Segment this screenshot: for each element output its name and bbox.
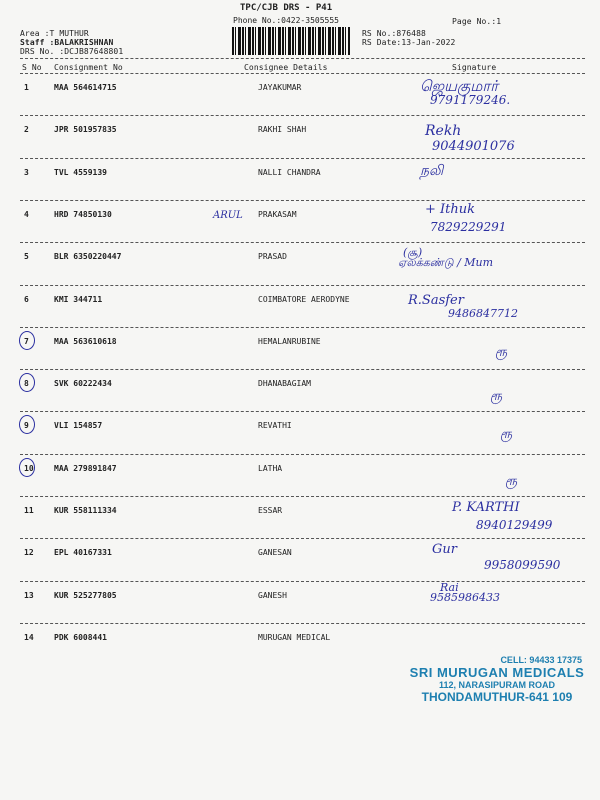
row-divider — [20, 285, 585, 286]
row-signature-phone: 9958099590 — [484, 558, 561, 573]
row-consignee: COIMBATORE AERODYNE — [258, 294, 350, 304]
row-sno: 2 — [24, 125, 29, 135]
table-row — [0, 500, 600, 548]
row-divider — [20, 496, 585, 497]
area: Area :T MUTHUR — [20, 29, 89, 38]
stamp-city: THONDAMUTHUR-641 109 — [421, 690, 573, 704]
header-divider-bottom — [20, 73, 585, 74]
row-sno: 9 — [24, 421, 29, 431]
row-consignee: GANESAN — [258, 548, 292, 558]
row-sno: 10 — [24, 463, 34, 473]
col-consignee: Consignee Details — [244, 63, 328, 72]
row-sno: 14 — [24, 632, 34, 642]
row-sno: 7 — [24, 336, 29, 346]
row-consignment: TVL 4559139 — [54, 167, 107, 177]
row-signature-phone: 7829229291 — [430, 219, 507, 234]
header-divider-top — [20, 58, 585, 59]
table-row — [0, 292, 600, 337]
row-consignment: PDK 6008441 — [54, 632, 107, 642]
row-signature: Rai — [440, 580, 459, 594]
row-consignee: PRASAD — [258, 252, 287, 262]
table-row — [0, 542, 600, 590]
table-row — [0, 580, 600, 633]
row-sno: 12 — [24, 548, 34, 558]
row-signature: Gur — [432, 542, 457, 558]
row-sno: 1 — [24, 83, 29, 92]
row-consignee: ESSAR — [258, 506, 283, 515]
row-divider — [20, 454, 585, 455]
row-signature-phone: 9486847712 — [448, 306, 518, 320]
row-signature: ரூ — [490, 389, 503, 405]
shop-stamp — [402, 655, 592, 704]
row-consignment: KMI 344711 — [54, 294, 103, 304]
table-row — [0, 337, 600, 379]
table-row — [0, 77, 600, 125]
row-sno: 11 — [24, 506, 34, 515]
row-divider — [20, 581, 585, 582]
row-sno: 4 — [24, 209, 29, 219]
row-consignment: MAA 564614715 — [54, 83, 117, 92]
col-signature: Signature — [452, 63, 497, 72]
row-consignee: MURUGAN MEDICAL — [258, 632, 331, 642]
row-signature: ரூ — [495, 344, 508, 360]
row-signature-phone: 9791179246. — [430, 93, 511, 107]
row-consignment: MAA 563610618 — [54, 336, 117, 346]
row-consignment: SVK 60222434 — [54, 379, 112, 389]
row-consignee: NALLI CHANDRA — [258, 167, 321, 177]
row-signature: ஜெயகுமார் — [420, 77, 499, 95]
row-consignment: EPL 40167331 — [54, 548, 112, 558]
row-sno: 8 — [24, 379, 29, 389]
row-consignee: HEMALANRUBINE — [258, 336, 321, 346]
row-consignee: JAYAKUMAR — [258, 83, 302, 92]
row-signature: R.Sasfer — [408, 292, 464, 308]
row-signature: Rekh — [425, 123, 462, 140]
handwritten-note-arul: ARUL — [213, 210, 243, 221]
row-signature-phone: ஏலக்கண்டு / Mum — [398, 256, 494, 270]
table-row — [0, 162, 600, 210]
rs-date: RS Date:13-Jan-2022 — [362, 38, 456, 47]
row-divider — [20, 327, 585, 328]
row-consignment: HRD 74850130 — [54, 209, 112, 219]
staff: Staff :BALAKRISHNAN — [20, 38, 114, 47]
table-row — [0, 421, 600, 463]
document-title: TPC/CJB DRS - P41 — [240, 3, 333, 13]
row-consignment: JPR 501957835 — [54, 125, 117, 135]
row-consignment: KUR 525277805 — [54, 590, 117, 600]
row-sno: 3 — [24, 167, 29, 177]
phone-number: Phone No.:0422-3505555 — [233, 16, 339, 25]
row-signature: + Ithuk — [425, 201, 476, 217]
row-sno: 5 — [24, 252, 29, 262]
row-consignee: LATHA — [258, 463, 283, 473]
row-divider — [20, 200, 585, 201]
row-consignment: KUR 558111334 — [54, 506, 117, 515]
stamp-name: SRI MURUGAN MEDICALS — [409, 665, 585, 680]
row-signature: நலி — [420, 162, 444, 179]
row-signature: P. KARTHI — [452, 500, 520, 515]
stamp-cell: CELL: 94433 17375 — [500, 655, 582, 665]
row-signature: ரூ — [505, 473, 518, 489]
row-signature-phone: 9585986433 — [430, 590, 500, 604]
table-row — [0, 379, 600, 421]
barcode — [232, 27, 350, 55]
drs-number: DRS No. :DCJB87648801 — [20, 47, 124, 56]
row-sno: 13 — [24, 590, 34, 600]
row-consignee: GANESH — [258, 590, 287, 600]
row-divider — [20, 158, 585, 159]
row-consignment: VLI 154857 — [54, 421, 103, 431]
row-consignee: RAKHI SHAH — [258, 125, 307, 135]
row-divider — [20, 538, 585, 539]
col-sno: S No — [22, 63, 42, 72]
row-signature-phone: 9044901076 — [432, 139, 515, 155]
stamp-address: 112, NARASIPURAM ROAD — [438, 680, 556, 690]
row-divider — [20, 115, 585, 116]
row-consignee: DHANABAGIAM — [258, 379, 311, 389]
row-consignee: PRAKASAM — [258, 209, 297, 219]
rs-number: RS No.:876488 — [362, 29, 426, 38]
table-row — [0, 246, 600, 294]
row-divider — [20, 411, 585, 412]
row-divider — [20, 369, 585, 370]
row-divider — [20, 623, 585, 624]
row-divider — [20, 242, 585, 243]
row-sno: 6 — [24, 294, 29, 304]
row-consignment: BLR 6350220447 — [54, 252, 122, 262]
row-signature: (சூ) — [403, 246, 423, 260]
row-consignee: REVATHI — [258, 421, 292, 431]
row-consignment: MAA 279891847 — [54, 463, 117, 473]
table-row — [0, 201, 600, 252]
page-number: Page No.:1 — [452, 17, 502, 26]
row-signature: ரூ — [500, 427, 513, 443]
row-signature-phone: 8940129499 — [476, 518, 553, 532]
table-row — [0, 125, 600, 167]
col-consignment: Consignment No — [54, 63, 123, 72]
